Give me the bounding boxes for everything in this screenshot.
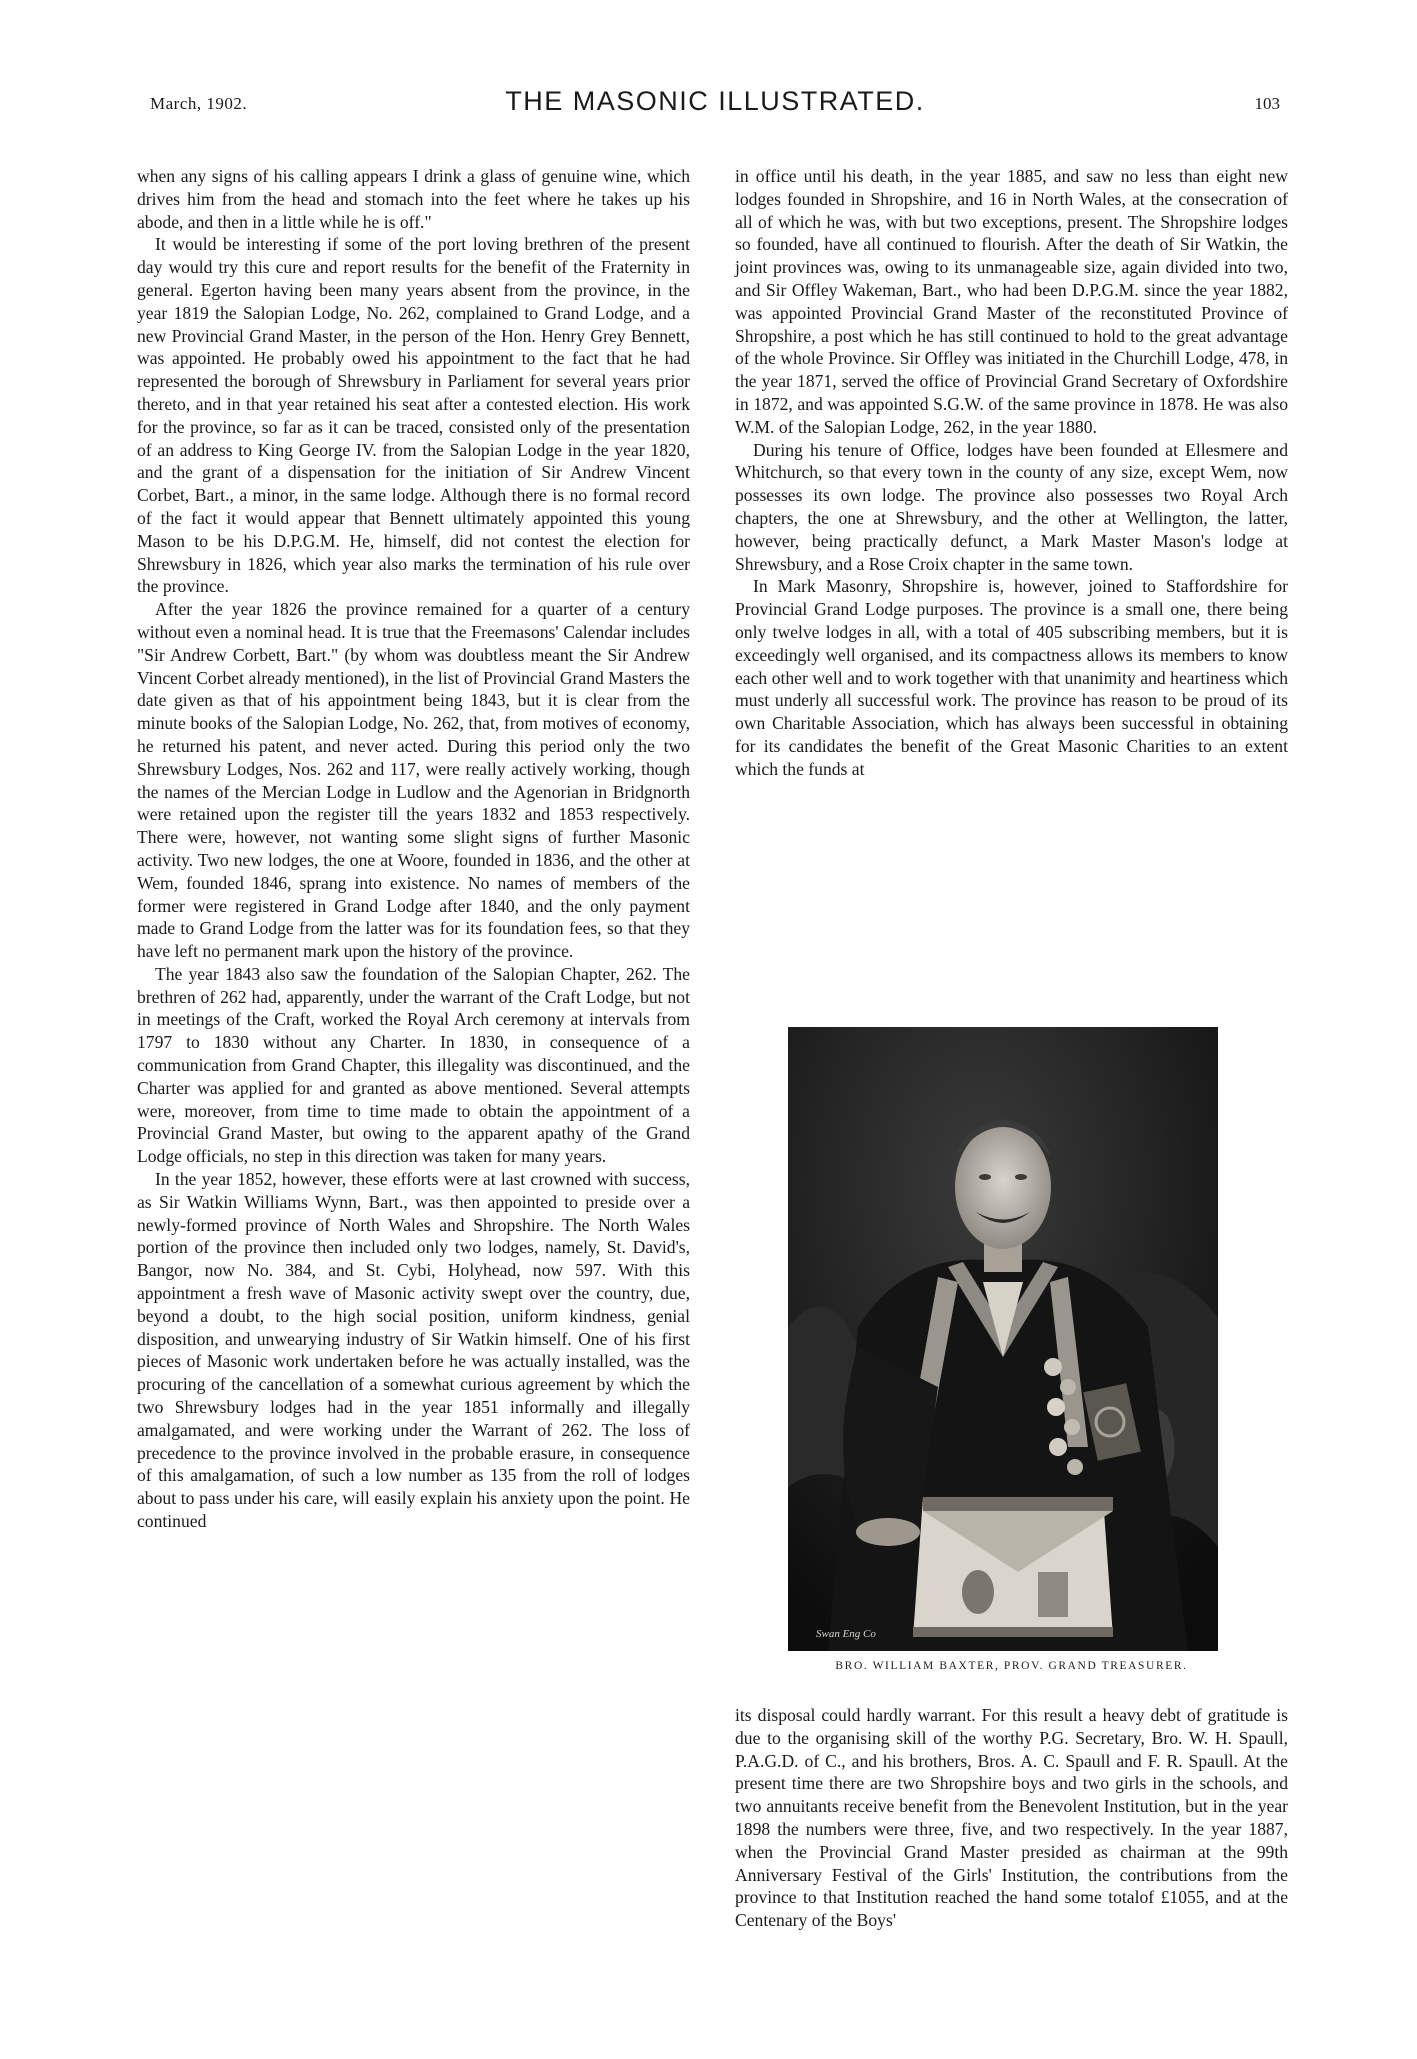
paragraph: After the year 1826 the province remained for a quarter of a century without even a nominal head. It is true that the Freemasons' Calendar includes "Sir Andrew Corbett, Bart." (by whom was doubtless meant the Sir Andrew Vincent Corbet already mentioned), in the list of Provincial Grand Masters the date given as that of his appointment being 1843, but it is clear from the minute books of the Salopian Lodge, No. 262, that, from motives of economy, he returned his patent, and never acted. During this period only the two Shrewsbury Lodges, Nos. 262 and 117, were really actively working, though the names of the Mercian Lodge in Ludlow and the Agenorian in Bridgnorth were retained upon the register till the years 1832 and 1853 respectively. There were, however, not wanting some slight signs of further Masonic activity. Two new lodges, the one at Woore, founded in 1836, and the other at Wem, founded 1846, sprang into existence. No names of members of the former were registered in Grand Lodge after 1840, and the only payment made to Grand Lodge from the latter was for its foundation fees, so that they have left no permanent mark upon the history of the province. <box>137 599 690 962</box>
page-header <box>150 86 1280 126</box>
photo-caption: BRO. WILLIAM BAXTER, PROV. GRAND TREASURER. <box>835 1660 1188 1672</box>
portrait-photo <box>788 1027 1218 1651</box>
right-column-after-photo <box>735 1704 1288 1932</box>
paragraph: its disposal could hardly warrant. For this result a heavy debt of gratitude is due to the organising skill of the worthy P.G. Secretary, Bro. W. H. Spaull, P.A.G.D. of C., and his brothers, Bros. A. C. Spaull and F. R. Spaull. At the present time there are two Shropshire boys and two girls in the schools, and two annuitants receive benefit from the Benevolent Institution, but in the year 1898 the numbers were three, five, and two respectively. In the year 1887, when the Provincial Grand Master presided as chairman at the 99th Anniversary Festival of the Girls' Institution, the contributions from the province to that Institution reached the hand some totalof £1055, and at the Centenary of the Boys' <box>735 1705 1288 1931</box>
engraver-mark: Swan Eng Co <box>816 1628 876 1640</box>
paragraph: During his tenure of Office, lodges have been founded at Ellesmere and Whitchurch, so that every town in the county of any size, except Wem, now possesses its own lodge. The province also possesses two Royal Arch chapters, the one at Shrewsbury, and the other at Wellington, the latter, however, being practically defunct, a Mark Master Mason's lodge at Shrewsbury, and a Rose Croix chapter in the same town. <box>735 439 1288 574</box>
paragraph: The year 1843 also saw the foundation of the Salopian Chapter, 262. The brethren of 262 had, apparently, under the warrant of the Craft Lodge, but not in meetings of the Craft, worked the Royal Arch ceremony at intervals from 1797 to 1830 without any Charter. In 1830, in consequence of a communication from Grand Chapter, this illegality was discontinued, and the Charter was applied for and granted as above mentioned. Several attempts were, moreover, from time to time made to obtain the appointment of a Provincial Grand Master, but owing to the apparent apathy of the Grand Lodge officials, no step in this direction was taken for many years. <box>137 963 690 1167</box>
issue-date: March, 1902. <box>150 94 248 113</box>
publication-title: THE MASONIC ILLUSTRATED. <box>505 86 925 116</box>
portrait-photo-image <box>788 1027 1218 1651</box>
right-column <box>735 165 1288 781</box>
page-number: 103 <box>1254 94 1280 113</box>
paragraph: In the year 1852, however, these efforts were at last crowned with success, as Sir Watkin Williams Wynn, Bart., was then appointed to preside over a newly-formed province of North Wales and Shropshire. The North Wales portion of the province then included only two lodges, namely, St. David's, Bangor, now No. 384, and St. Cybi, Holyhead, now 597. With this appointment a fresh wave of Masonic activity swept over the country, due, beyond a doubt, to the high social position, uniform kindness, genial disposition, and unwearying industry of Sir Watkin himself. One of his first pieces of Masonic work undertaken before he was actually installed, was the procuring of the cancellation of a somewhat curious agreement by which the two Shrewsbury lodges had in the year 1851 informally and illegally amalgamated, and were working under the Warrant of 262. The loss of precedence to the province involved in the probable erasure, in consequence of this amalgamation, of such a low number as 135 from the roll of lodges about to pass under his care, will easily explain his anxiety upon the point. He continued <box>137 1169 690 1532</box>
paragraph: when any signs of his calling appears I drink a glass of genuine wine, which drives him from the head and stomach into the feet where he takes up his abode, and then in a little while he is off." <box>137 166 690 232</box>
paragraph: in office until his death, in the year 1885, and saw no less than eight new lodges founded in Shropshire, and 16 in North Wales, at the consecration of all of which he was, with but two exceptions, present. The Shropshire lodges so founded, have all continued to flourish. After the death of Sir Watkin, the joint provinces was, owing to its unmanageable size, again divided into two, and Sir Offley Wakeman, Bart., who had been D.P.G.M. since the year 1882, was appointed Provincial Grand Master of the reconstituted Province of Shropshire, a post which he has still continued to hold to the great advantage of the whole Province. Sir Offley was initiated in the Churchill Lodge, 478, in the year 1871, served the office of Provincial Grand Secretary of Oxfordshire in 1872, and was appointed S.G.W. of the same province in 1878. He was also W.M. of the Salopian Lodge, 262, in the year 1880. <box>735 166 1288 437</box>
left-column <box>137 165 690 1533</box>
paragraph: It would be interesting if some of the port loving brethren of the present day would try this cure and report results for the benefit of the Fraternity in general. Egerton having been many years absent from the province, in the year 1819 the Salopian Lodge, No. 262, complained to Grand Lodge, and a new Provincial Grand Master, in the person of the Hon. Henry Grey Bennett, was appointed. He probably owed his appointment to the fact that he had represented the borough of Shrewsbury in Parliament for several years prior thereto, and in that year retained his seat after a contested election. His work for the province, so far as it can be traced, consisted only of the presentation of an address to King George IV. from the Salopian Lodge in the year 1820, and the grant of a dispensation for the initiation of Sir Andrew Vincent Corbet, Bart., a minor, in the same lodge. Although there is no formal record of the fact it would appear that Bennett ultimately appointed this young Mason to be his D.P.G.M. He, himself, did not contest the election for Shrewsbury in 1826, which year also marks the termination of his rule over the province. <box>137 234 690 597</box>
paragraph: In Mark Masonry, Shropshire is, however, joined to Staffordshire for Provincial Grand Lodge purposes. The province is a small one, there being only twelve lodges in all, with a total of 405 subscribing members, but it is exceedingly well organised, and its compactness allows its members to know each other well and to work together with that unanimity and heartiness which must underly all successful work. The province has reason to be proud of its own Charitable Association, which has always been successful in obtaining for its candidates the benefit of the Great Masonic Charities to an extent which the funds at <box>735 576 1288 779</box>
